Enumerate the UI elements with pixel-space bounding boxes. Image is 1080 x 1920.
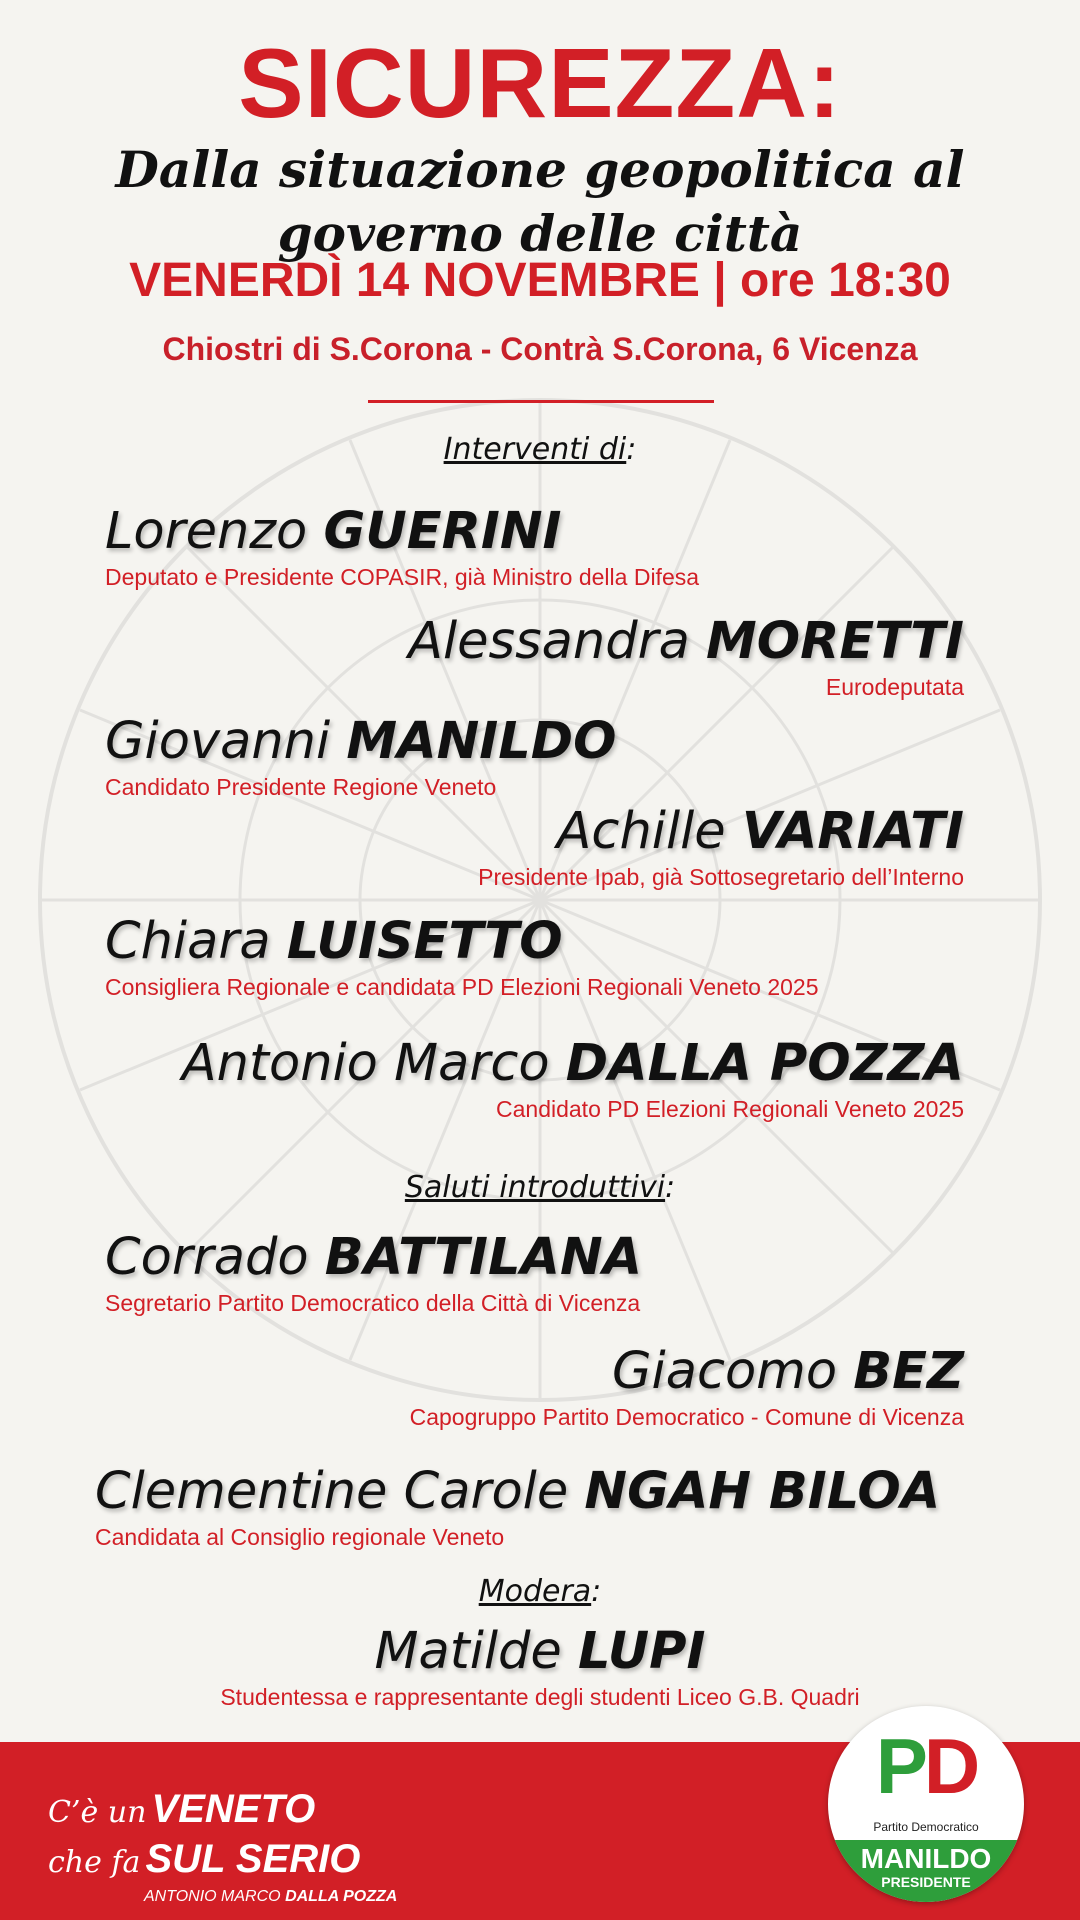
pd-logo-party: Partito Democratico <box>873 1820 979 1834</box>
speaker-manildo <box>105 712 616 802</box>
speaker-dalla-pozza <box>182 1034 964 1124</box>
speaker-name: Giacomo BEZ <box>612 1342 964 1401</box>
event-venue: Chiostri di S.Corona - Contrà S.Corona, 6 Vicenza <box>162 331 918 367</box>
speaker-role: Deputato e Presidente COPASIR, già Ministro della Difesa <box>105 564 700 590</box>
speaker-role: Consigliera Regionale e candidata PD Elezioni Regionali Veneto 2025 <box>105 974 819 1000</box>
speaker-bez <box>410 1342 964 1432</box>
speaker-ngah-biloa <box>95 1462 940 1552</box>
speaker-name: Antonio Marco DALLA POZZA <box>181 1034 964 1093</box>
speaker-role: Capogruppo Partito Democratico - Comune di Vicenza <box>409 1404 964 1430</box>
speaker-lupi <box>0 1622 1080 1712</box>
pd-logo-candidate: MANILDO <box>860 1843 992 1874</box>
pd-logo-letters: PD <box>875 1722 977 1810</box>
speaker-name: Giovanni MANILDO <box>105 712 617 771</box>
pd-logo <box>828 1706 1024 1902</box>
speaker-name: Alessandra MORETTI <box>408 612 964 671</box>
speaker-role: Eurodeputata <box>825 674 964 700</box>
speaker-role: Presidente Ipab, già Sottosegretario dell’Interno <box>478 864 964 890</box>
speaker-battilana <box>105 1228 642 1318</box>
section-label-saluti: Saluti introduttivi: <box>404 1170 676 1205</box>
event-title: SICUREZZA: <box>238 28 842 138</box>
speaker-name: Achille VARIATI <box>556 802 964 861</box>
speaker-luisetto <box>105 912 818 1002</box>
pd-logo-candidate-title: PRESIDENTE <box>881 1874 971 1890</box>
speaker-variati <box>478 802 964 892</box>
event-date: VENERDÌ 14 NOVEMBRE | ore 18:30 <box>129 254 951 307</box>
speaker-name: Lorenzo GUERINI <box>105 502 562 561</box>
speaker-role: Candidata al Consiglio regionale Veneto <box>95 1524 505 1550</box>
speaker-moretti <box>408 612 964 702</box>
speaker-name: Corrado BATTILANA <box>105 1228 643 1287</box>
campaign-slogan: C’è un VENETO che fa SUL SERIO ANTONIO MARCO DALLA POZZA <box>48 1787 398 1905</box>
speaker-role: Segretario Partito Democratico della Città di Vicenza <box>105 1290 641 1316</box>
speaker-role: Candidato PD Elezioni Regionali Veneto 2025 <box>496 1096 964 1122</box>
speaker-name: Chiara LUISETTO <box>105 912 563 971</box>
event-subtitle: Dalla situazione geopolitica al governo delle città <box>115 140 965 263</box>
title-divider <box>368 400 714 403</box>
section-label-modera: Modera: <box>478 1574 602 1609</box>
speaker-role: Studentessa e rappresentante degli studenti Liceo G.B. Quadri <box>220 1684 860 1710</box>
speaker-guerini <box>105 502 699 592</box>
speaker-name: Clementine Carole NGAH BILOA <box>95 1462 941 1521</box>
speaker-role: Candidato Presidente Regione Veneto <box>105 774 497 800</box>
section-label-interventi: Interventi di: <box>443 432 637 467</box>
speaker-name: Matilde LUPI <box>374 1622 706 1681</box>
